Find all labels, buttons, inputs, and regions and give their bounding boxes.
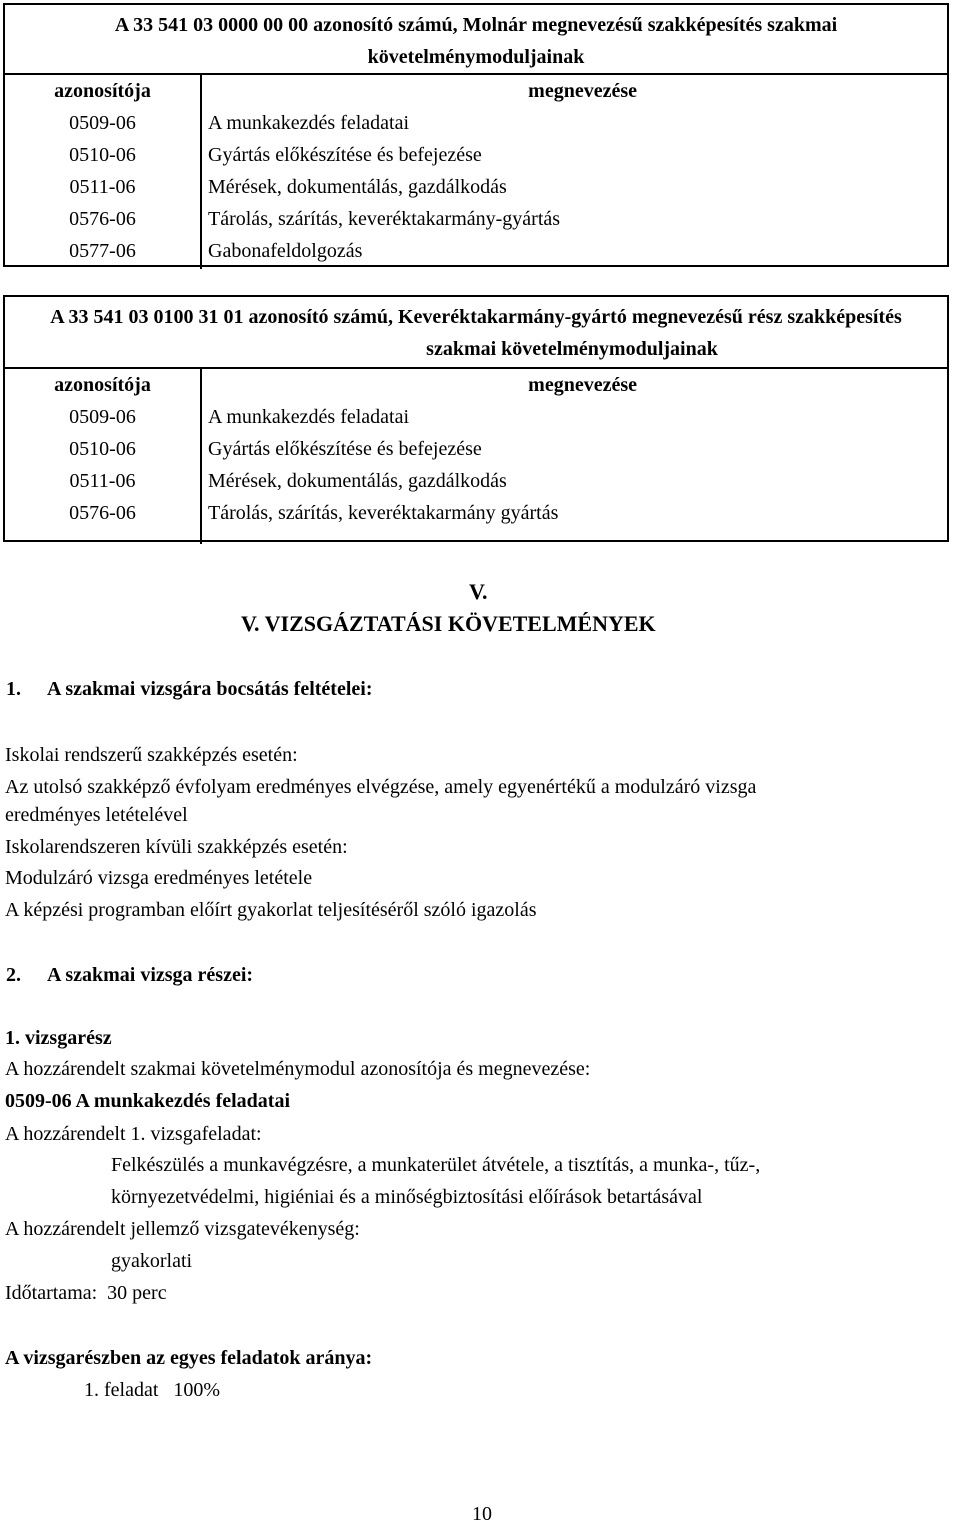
table-row: [5, 107, 947, 139]
table-row: [5, 203, 947, 235]
table-row: [5, 465, 947, 497]
activity-value: gyakorlati: [111, 1250, 193, 1272]
table-1-title: A 33 541 03 0000 00 00 azonosító számú, Molnár megnevezésű szakképesítés szakmai követelménymoduljainak: [5, 5, 947, 75]
table-cell-id: 0511-06: [5, 171, 202, 203]
table-cell-id: 0510-06: [5, 433, 202, 465]
table-1-header: [5, 75, 947, 107]
paragraph-line: Az utolsó szakképző évfolyam eredményes elvégzése, amely egyenértékű a modulzáró vizsga: [5, 776, 757, 798]
paragraph-line: Modulzáró vizsga eredményes letétele: [5, 867, 313, 889]
table-row: [5, 433, 947, 465]
table-row: [5, 497, 947, 544]
table-cell-id: 0576-06: [5, 203, 202, 235]
task-line: környezetvédelmi, higiéniai és a minőségbiztosítási előírások betartásával: [111, 1186, 703, 1208]
subsection-2-title: A szakmai vizsga részei:: [47, 964, 254, 986]
table-cell-id: 0509-06: [5, 401, 202, 433]
table-row: [5, 401, 947, 433]
activity-label: A hozzárendelt jellemző vizsgatevékenység:: [5, 1218, 360, 1240]
table-cell-name: Mérések, dokumentálás, gazdálkodás: [208, 176, 507, 198]
table-2-col-id-header: azonosítója: [5, 369, 202, 401]
page-number: 10: [472, 1503, 492, 1525]
table-cell-name: A munkakezdés feladatai: [208, 406, 410, 428]
table-cell-id: 0576-06: [5, 497, 202, 544]
subsection-1-title: A szakmai vizsgára bocsátás feltételei:: [47, 678, 373, 700]
ratio-title: A vizsgarészben az egyes feladatok aránya:: [5, 1347, 373, 1369]
modules-table-1: [3, 3, 949, 267]
table-cell-id: 0510-06: [5, 139, 202, 171]
table-cell-name: Tárolás, szárítás, keveréktakarmány gyártás: [208, 502, 559, 524]
table-cell-name: Gabonafeldolgozás: [208, 240, 363, 262]
table-1-col-name-header: megnevezése: [528, 80, 637, 102]
module-label: A hozzárendelt szakmai követelménymodul azonosítója és megnevezése:: [5, 1058, 591, 1080]
section-heading: V. VIZSGÁZTATÁSI KÖVETELMÉNYEK: [241, 611, 656, 636]
exam-part-title: 1. vizsgarész: [5, 1027, 112, 1049]
table-cell-name: Tárolás, szárítás, keveréktakarmány-gyártás: [208, 208, 561, 230]
paragraph-line: A képzési programban előírt gyakorlat teljesítéséről szóló igazolás: [5, 899, 537, 921]
duration: Időtartama: 30 perc: [5, 1282, 167, 1304]
ratio-line: 1. feladat 100%: [84, 1379, 221, 1401]
table-row: [5, 235, 947, 269]
table-cell-id: 0577-06: [5, 235, 202, 269]
modules-table-2: [3, 295, 949, 542]
table-row: [5, 171, 947, 203]
paragraph-line: Iskolarendszeren kívüli szakképzés esetén:: [5, 836, 348, 858]
table-cell-id: 0511-06: [5, 465, 202, 497]
subsection-1-number: 1.: [6, 678, 21, 700]
paragraph-line: eredményes letételével: [5, 804, 188, 826]
table-2-col-name-header: megnevezése: [528, 374, 637, 396]
task-line: Felkészülés a munkavégzésre, a munkaterület átvétele, a tisztítás, a munka-, tűz-,: [111, 1154, 761, 1176]
subsection-2-number: 2.: [6, 964, 21, 986]
table-row: [5, 139, 947, 171]
task-label: A hozzárendelt 1. vizsgafeladat:: [5, 1123, 262, 1145]
table-cell-id: 0509-06: [5, 107, 202, 139]
table-2-header: [5, 369, 947, 401]
table-cell-name: Gyártás előkészítése és befejezése: [208, 438, 482, 460]
table-cell-name: Gyártás előkészítése és befejezése: [208, 144, 482, 166]
module-name: 0509-06 A munkakezdés feladatai: [5, 1090, 291, 1112]
table-1-col-id-header: azonosítója: [5, 75, 202, 107]
table-cell-name: A munkakezdés feladatai: [208, 112, 410, 134]
table-2-title: A 33 541 03 0100 31 01 azonosító számú, Keveréktakarmány-gyártó megnevezésű rész szakképesítés szakmai követelménymoduljainak: [5, 297, 947, 369]
section-numeral: V.: [469, 579, 488, 604]
table-cell-name: Mérések, dokumentálás, gazdálkodás: [208, 470, 507, 492]
paragraph-line: Iskolai rendszerű szakképzés esetén:: [5, 744, 298, 766]
